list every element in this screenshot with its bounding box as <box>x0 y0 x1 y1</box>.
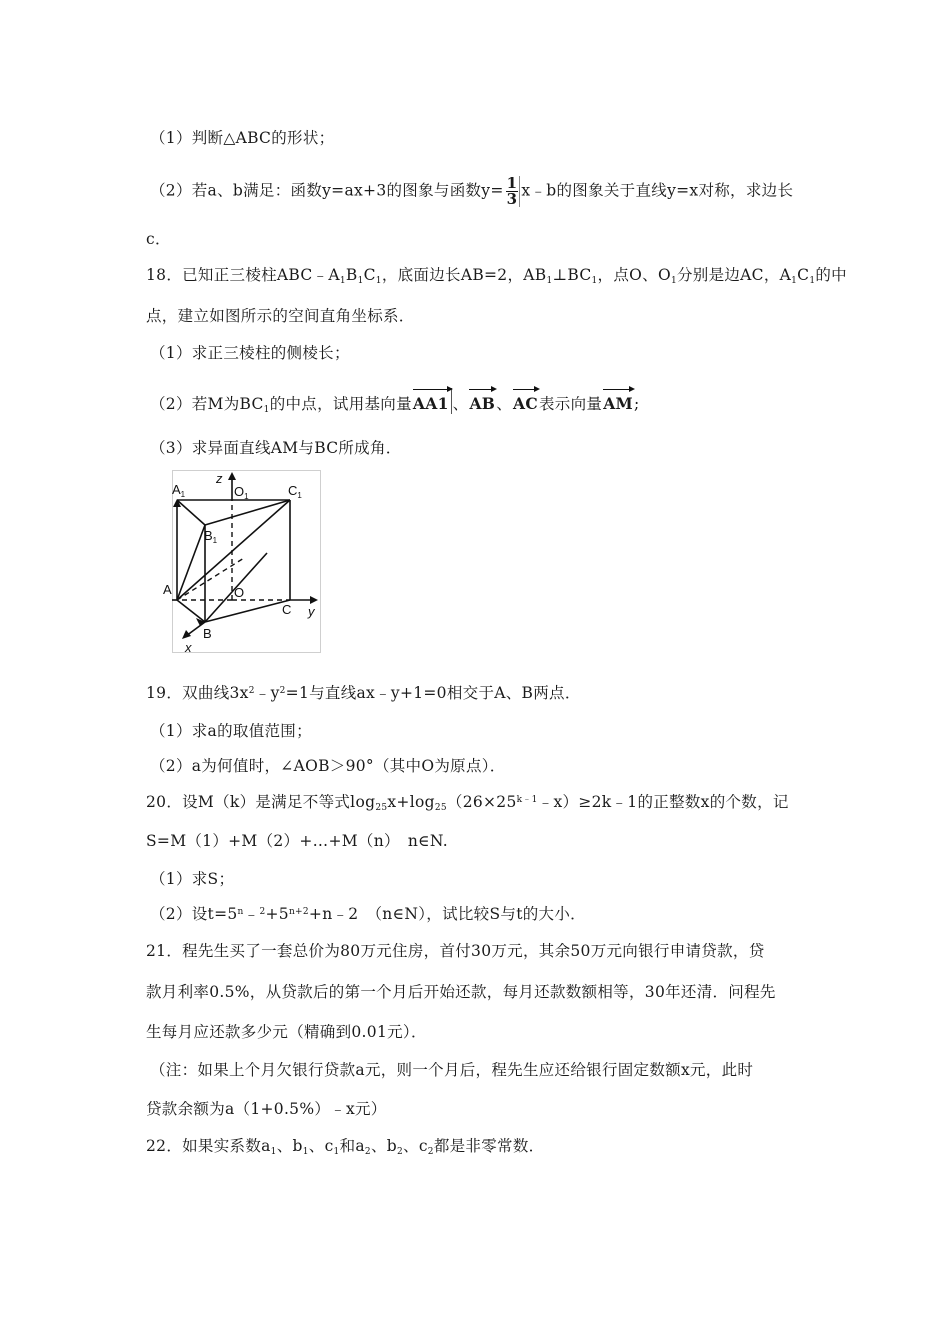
label-x: x <box>185 640 192 655</box>
sup: n <box>237 907 244 917</box>
q20-text-b: x+log <box>387 793 435 811</box>
label-b: B <box>203 626 212 641</box>
sup: k﹣1 <box>516 795 538 805</box>
label-b1: $B_1$ <box>204 528 218 545</box>
q17-part2-text-b: x﹣b的图象关于直线y=x对称，求边长 <box>521 181 794 200</box>
q22-text-a: 22．如果实系数a <box>146 1137 271 1155</box>
triangular-prism-figure <box>163 470 321 655</box>
sub: 1 <box>270 1147 277 1157</box>
sub: 1 <box>302 1147 309 1157</box>
q18-text-8: C <box>797 266 810 284</box>
q22-text-b: 、b <box>276 1137 303 1155</box>
sub: 1 <box>670 276 677 286</box>
q18-part2-text-d: ; <box>633 395 640 413</box>
q19-text-a: 19．双曲线3x <box>146 684 249 702</box>
sub: 1 <box>375 276 382 286</box>
q18-text-7: 分别是边AC，A <box>676 266 792 284</box>
separator: 、 <box>496 395 513 413</box>
sup: 2 <box>248 686 255 696</box>
separator: 、 <box>452 395 469 413</box>
q20-part2-text-c: +5 <box>265 905 289 923</box>
q19-text-b: ﹣y <box>254 684 280 702</box>
label-o: O <box>234 585 245 600</box>
q18-text-3: C <box>363 266 376 284</box>
q21-line-2: 款月利率0.5%，从贷款后的第一个月后开始还款，每月还款数额相等，30年还清．问程先 <box>146 983 776 1001</box>
q22-text-d: 和a <box>339 1137 365 1155</box>
q20-part2 <box>150 904 586 924</box>
q20-text-d: ﹣x）≥2k﹣1的正整数x的个数，记 <box>537 793 789 811</box>
q18-part3: （3）求异面直线AM与BC所成角． <box>150 439 402 457</box>
q19-part1: （1）求a的取值范围； <box>150 722 312 740</box>
q21-line-1: 21．程先生买了一套总价为80万元住房，首付30万元，其余50万元向银行申请贷款，贷 <box>146 942 765 960</box>
sub: 1 <box>357 276 364 286</box>
q19-part2: （2）a为何值时，∠AOB＞90°（其中O为原点）． <box>150 757 506 775</box>
fraction-one-third <box>505 176 521 207</box>
sub: 1 <box>263 405 270 415</box>
q18-part2 <box>150 388 640 414</box>
q17-part1: （1）判断△ABC的形状； <box>150 129 335 147</box>
q20-stem <box>146 792 789 812</box>
vector-ab: AB <box>469 388 495 414</box>
fraction-numerator: 1 <box>506 174 518 192</box>
sub: 1 <box>546 276 553 286</box>
q19-text-c: =1与直线ax﹣y+1=0相交于A、B两点． <box>285 684 581 702</box>
sub: 1 <box>591 276 598 286</box>
q18-text-2: B <box>345 266 358 284</box>
vector-aa1 <box>413 388 452 414</box>
label-c: C <box>282 602 292 617</box>
label-a: A <box>163 582 172 597</box>
q18-stem <box>146 265 847 285</box>
q18-part2-text-c: 表示向量 <box>538 395 603 413</box>
label-c1: $C_1$ <box>288 483 302 500</box>
q20-part2-text-d: +n﹣2 （n∈N），试比较S与t的大小． <box>308 905 586 923</box>
q22-text-e: 、b <box>370 1137 397 1155</box>
q17-part2 <box>150 176 793 207</box>
vector-aa1-label: AA <box>412 394 438 413</box>
q22-text-g: 都是非零常数． <box>433 1137 545 1155</box>
sub: 2 <box>396 1147 404 1157</box>
q17-part2-text-a: （2）若a、b满足：函数y=ax+3的图象与函数y= <box>150 181 504 200</box>
q19-stem <box>146 683 581 703</box>
q18-text-4: ，底面边长AB=2，AB <box>381 266 547 284</box>
q18-part1: （1）求正三棱柱的侧棱长； <box>150 344 350 362</box>
q18-text-9: 的中 <box>815 266 847 284</box>
q20-stem-cont: S=M（1）+M（2）+…+M（n） n∈N. <box>146 832 448 850</box>
fraction-denominator: 3 <box>506 190 518 208</box>
q20-text-a: 20．设M（k）是满足不等式log <box>146 793 376 811</box>
vector-aa1-sub: 1 <box>437 394 449 413</box>
label-y: y <box>308 604 315 619</box>
q22-text-f: 、c <box>403 1137 428 1155</box>
sub: 1 <box>791 276 798 286</box>
q17-part2-cont: c． <box>146 230 171 248</box>
q18-text-1: 18．已知正三棱柱ABC﹣A <box>146 266 340 284</box>
q21-note-line-2: 贷款余额为a（1+0.5%）﹣x元） <box>146 1100 387 1118</box>
q20-text-c: （26×25 <box>446 793 517 811</box>
q20-part2-text-a: （2）设t=5 <box>150 905 238 923</box>
sup: 2 <box>259 907 266 917</box>
sup: 2 <box>279 686 286 696</box>
sub: 1 <box>809 276 816 286</box>
q18-text-6: ，点O、O <box>597 266 671 284</box>
vector-ac: AC <box>513 388 538 414</box>
q21-line-3: 生每月应还款多少元（精确到0.01元）． <box>146 1023 427 1041</box>
q18-text-5: ⊥BC <box>552 266 592 284</box>
label-z: z <box>216 471 223 486</box>
sub: 1 <box>333 1147 340 1157</box>
label-o1: $O_1$ <box>234 484 249 501</box>
q21-note-line-1: （注：如果上个月欠银行贷款a元，则一个月后，程先生应还给银行固定数额x元，此时 <box>150 1061 754 1079</box>
q18-part2-text-a: （2）若M为BC <box>150 395 264 413</box>
q18-part2-text-b: 的中点，试用基向量 <box>269 395 412 413</box>
sub: 1 <box>339 276 346 286</box>
sub: 2 <box>364 1147 371 1157</box>
q20-part1: （1）求S； <box>150 870 235 888</box>
vector-am: AM <box>603 388 633 414</box>
q22-stem <box>146 1136 544 1156</box>
q22-text-c: 、c <box>308 1137 334 1155</box>
sub: 2 <box>427 1147 434 1157</box>
sup: n+2 <box>288 907 309 917</box>
q20-part2-text-b: ﹣ <box>243 905 260 923</box>
q18-stem-cont: 点，建立如图所示的空间直角坐标系． <box>146 307 415 325</box>
sub: 25 <box>375 803 388 813</box>
label-a1: $A_1$ <box>172 482 186 499</box>
sub: 25 <box>434 803 447 813</box>
